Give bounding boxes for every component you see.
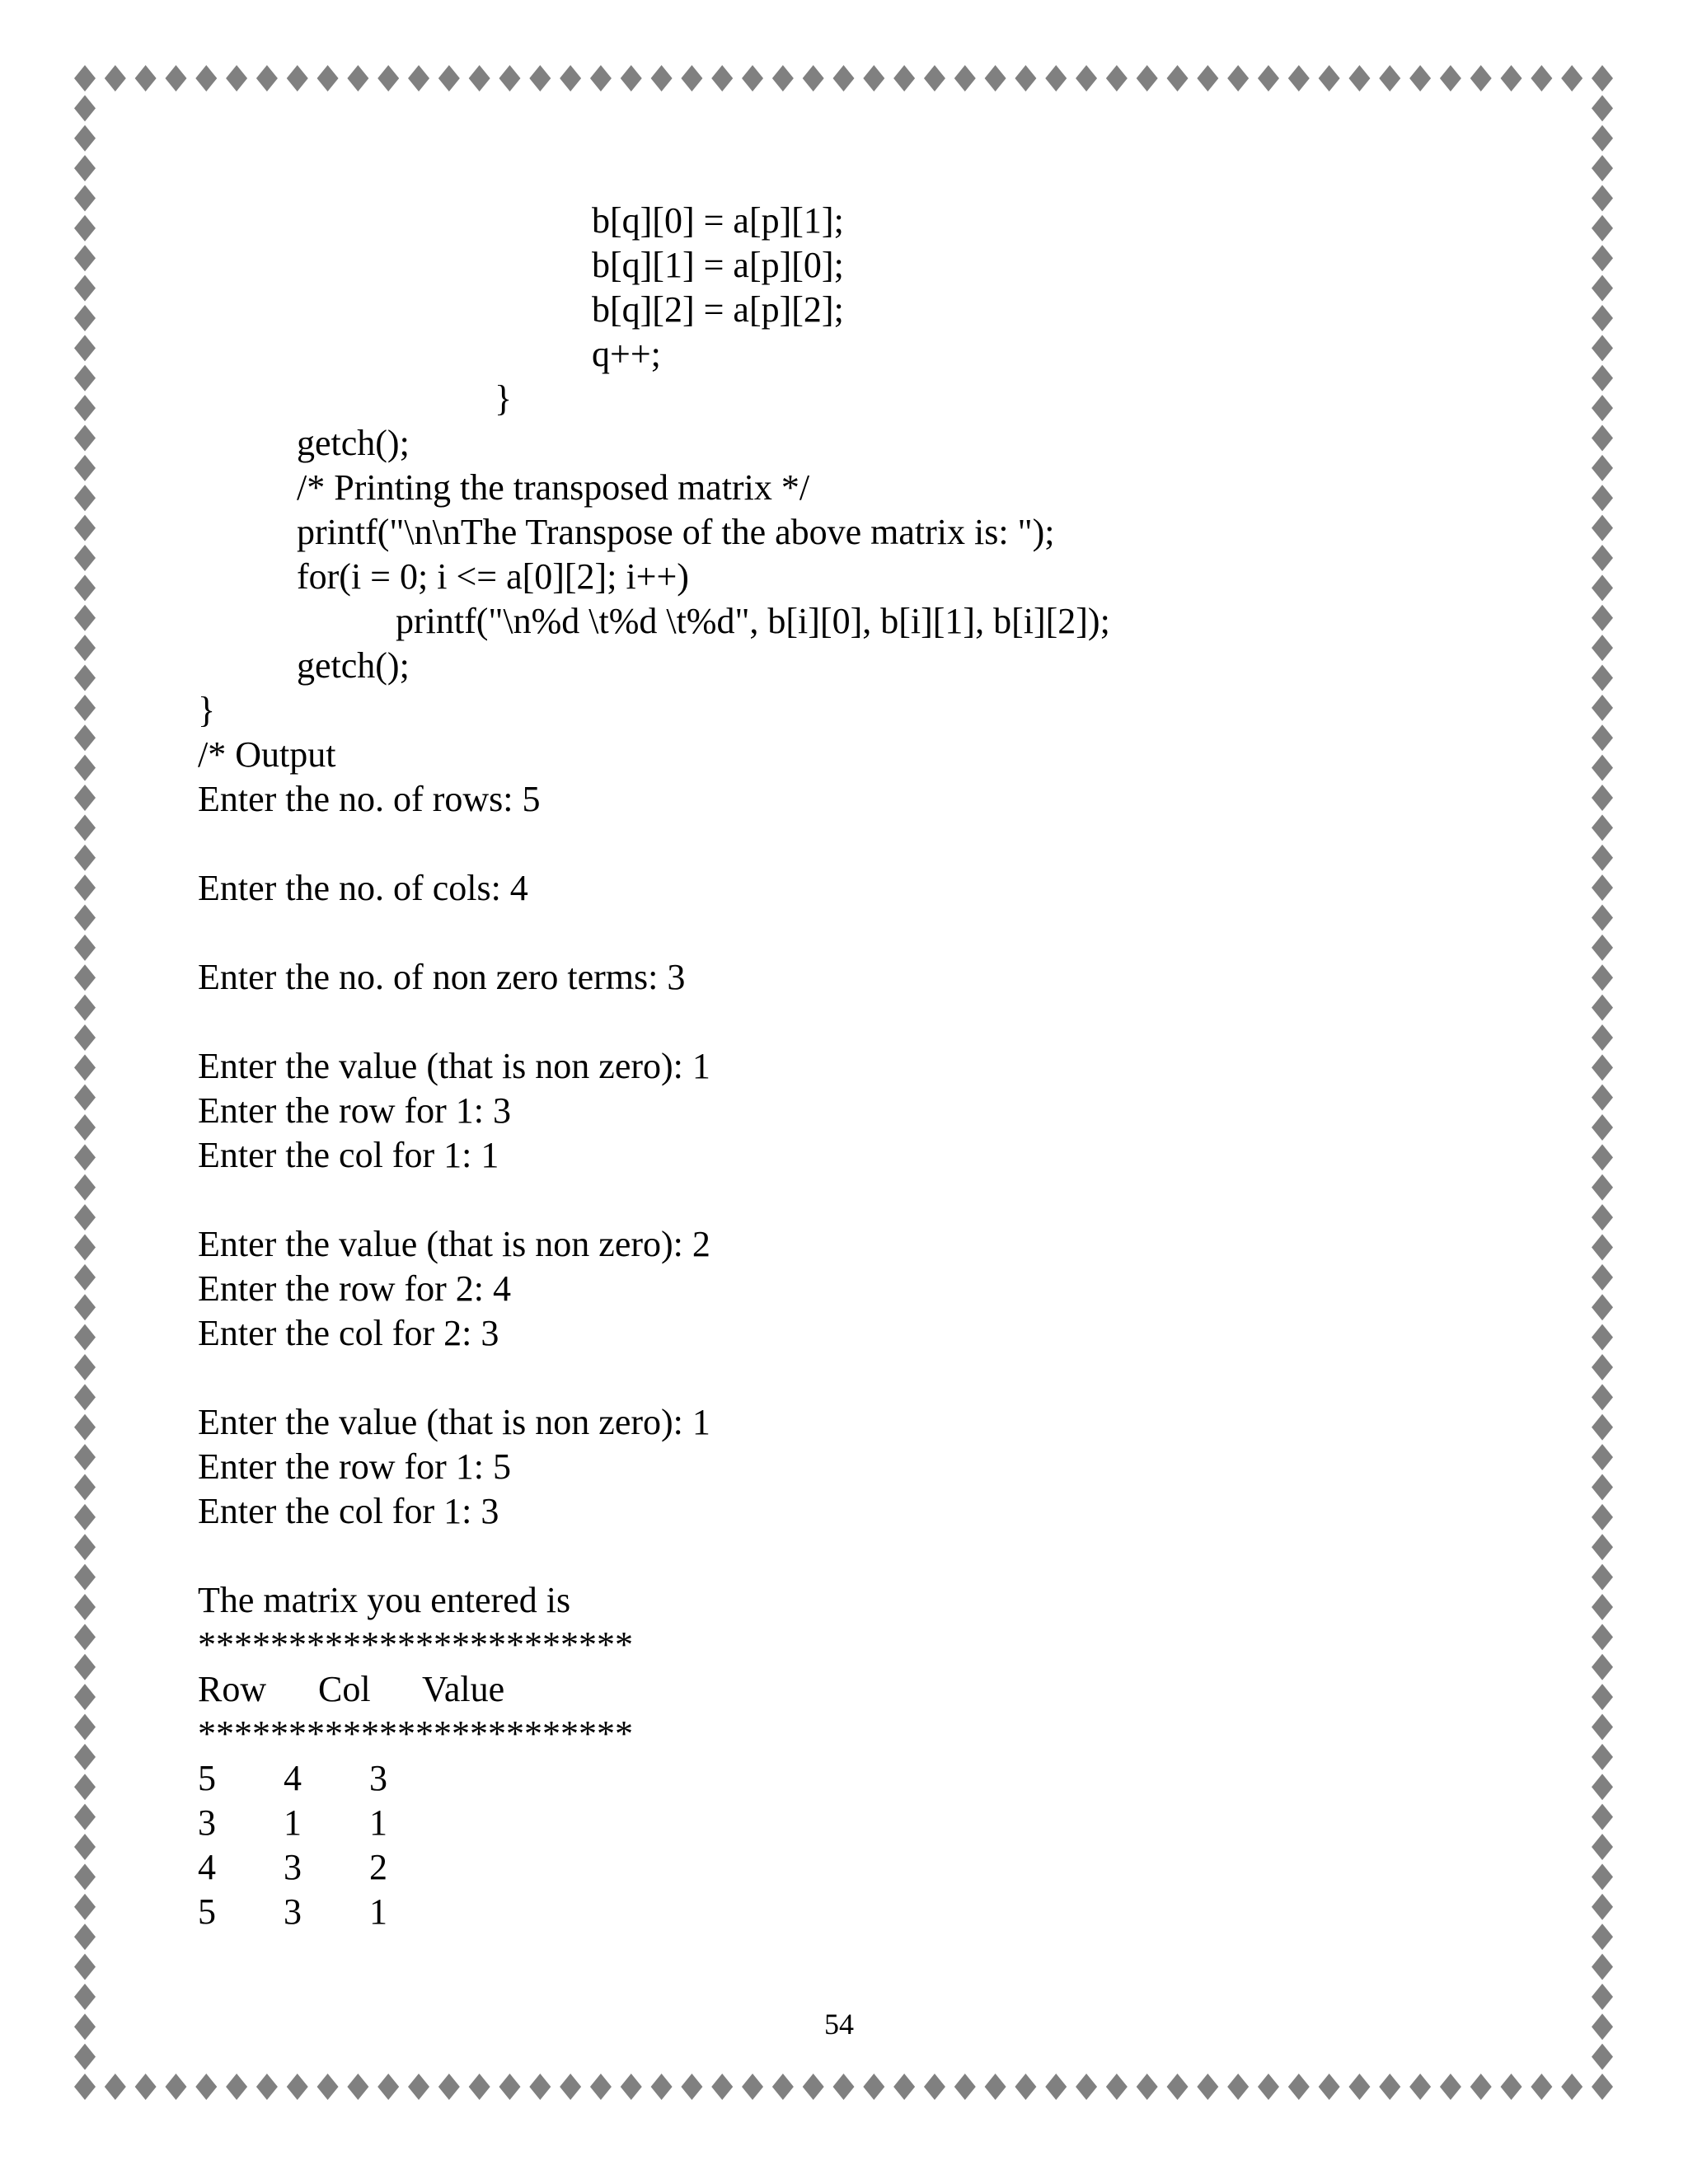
border-diamond bbox=[74, 275, 96, 302]
matrix-cell: 1 bbox=[369, 1802, 387, 1843]
border-diamond bbox=[74, 1294, 96, 1320]
border-diamond bbox=[1409, 65, 1431, 91]
output-line: Enter the no. of cols: 4 bbox=[198, 868, 528, 908]
border-diamond bbox=[74, 1144, 96, 1170]
border-diamond bbox=[1592, 1924, 1613, 1950]
border-diamond bbox=[1592, 1774, 1613, 1800]
border-diamond bbox=[893, 65, 915, 91]
border-diamond bbox=[74, 1624, 96, 1650]
border-diamond bbox=[74, 2013, 96, 2040]
border-diamond bbox=[1592, 2074, 1613, 2100]
border-diamond bbox=[469, 65, 490, 91]
border-diamond bbox=[1592, 335, 1613, 361]
border-diamond bbox=[195, 2074, 217, 2100]
border-diamond bbox=[74, 1354, 96, 1380]
border-diamond bbox=[1592, 1085, 1613, 1111]
code-line: b[q][2] = a[p][2]; bbox=[592, 289, 844, 330]
output-line: Enter the col for 1: 3 bbox=[198, 1491, 499, 1531]
matrix-cell: 3 bbox=[198, 1802, 216, 1843]
border-diamond bbox=[742, 65, 763, 91]
border-diamond bbox=[74, 1594, 96, 1620]
matrix-cell: 3 bbox=[284, 1847, 302, 1887]
border-diamond bbox=[74, 845, 96, 871]
border-diamond bbox=[1592, 1504, 1613, 1530]
border-diamond bbox=[74, 2044, 96, 2070]
border-diamond bbox=[1592, 635, 1613, 661]
border-diamond bbox=[985, 65, 1006, 91]
border-diamond bbox=[954, 65, 976, 91]
matrix-cell: 1 bbox=[369, 1891, 387, 1932]
output-line: Enter the no. of rows: 5 bbox=[198, 779, 541, 819]
border-diamond bbox=[1592, 1744, 1613, 1770]
border-diamond bbox=[74, 545, 96, 571]
border-diamond bbox=[1592, 515, 1613, 541]
matrix-cell: 3 bbox=[284, 1891, 302, 1932]
border-diamond bbox=[1227, 65, 1249, 91]
matrix-cell: 5 bbox=[198, 1891, 216, 1932]
border-diamond bbox=[621, 65, 642, 91]
border-diamond bbox=[1258, 65, 1279, 91]
border-diamond bbox=[1015, 2074, 1036, 2100]
border-diamond bbox=[74, 1324, 96, 1351]
border-diamond bbox=[74, 605, 96, 631]
border-diamond bbox=[1288, 2074, 1310, 2100]
border-diamond bbox=[74, 1534, 96, 1560]
border-diamond bbox=[863, 65, 884, 91]
output-line: Enter the col for 1: 1 bbox=[198, 1135, 499, 1175]
code-closing-brace: } bbox=[198, 690, 216, 730]
border-diamond bbox=[1076, 2074, 1097, 2100]
border-diamond bbox=[1592, 125, 1613, 152]
border-diamond bbox=[833, 2074, 855, 2100]
border-diamond bbox=[1440, 2074, 1461, 2100]
border-diamond bbox=[1531, 2074, 1552, 2100]
border-diamond bbox=[1501, 65, 1522, 91]
border-diamond bbox=[347, 65, 368, 91]
border-diamond bbox=[954, 2074, 976, 2100]
border-diamond bbox=[803, 65, 824, 91]
border-diamond bbox=[1258, 2074, 1279, 2100]
border-diamond bbox=[74, 1744, 96, 1770]
border-diamond bbox=[74, 995, 96, 1021]
border-diamond bbox=[1379, 2074, 1400, 2100]
border-diamond bbox=[74, 245, 96, 271]
border-diamond bbox=[1379, 65, 1400, 91]
border-diamond bbox=[74, 1984, 96, 2010]
border-diamond bbox=[1592, 845, 1613, 871]
matrix-cell: 4 bbox=[198, 1847, 216, 1887]
border-diamond bbox=[74, 1924, 96, 1950]
border-diamond bbox=[711, 2074, 733, 2100]
matrix-header-col: Col bbox=[318, 1669, 371, 1709]
border-diamond bbox=[681, 65, 702, 91]
border-diamond bbox=[74, 755, 96, 781]
border-diamond bbox=[256, 65, 278, 91]
border-diamond bbox=[408, 65, 429, 91]
output-line: Enter the value (that is non zero): 2 bbox=[198, 1224, 710, 1264]
code-line: for(i = 0; i <= a[0][2]; i++) bbox=[297, 556, 689, 597]
border-diamond bbox=[74, 125, 96, 152]
border-diamond bbox=[377, 2074, 399, 2100]
border-diamond bbox=[195, 65, 217, 91]
output-comment-start: /* Output bbox=[198, 734, 336, 775]
border-diamond bbox=[1592, 95, 1613, 121]
border-diamond bbox=[287, 2074, 308, 2100]
border-diamond bbox=[74, 1834, 96, 1860]
code-line: getch(); bbox=[297, 645, 410, 686]
border-diamond bbox=[1592, 1984, 1613, 2010]
border-diamond bbox=[74, 1054, 96, 1080]
border-diamond bbox=[74, 724, 96, 751]
border-diamond bbox=[1592, 65, 1613, 91]
border-diamond bbox=[651, 2074, 673, 2100]
border-diamond bbox=[74, 1024, 96, 1051]
output-line: Enter the value (that is non zero): 1 bbox=[198, 1046, 710, 1086]
border-diamond bbox=[74, 305, 96, 331]
border-diamond bbox=[1592, 1714, 1613, 1741]
border-diamond bbox=[1045, 2074, 1067, 2100]
border-diamond bbox=[772, 65, 794, 91]
border-diamond bbox=[1561, 65, 1582, 91]
border-diamond bbox=[1592, 785, 1613, 811]
border-diamond bbox=[347, 2074, 368, 2100]
border-diamond bbox=[1592, 695, 1613, 721]
border-diamond bbox=[1592, 904, 1613, 930]
border-diamond bbox=[1288, 65, 1310, 91]
matrix-cell: 2 bbox=[369, 1847, 387, 1887]
border-diamond bbox=[590, 65, 612, 91]
border-diamond bbox=[74, 155, 96, 181]
border-diamond bbox=[74, 365, 96, 391]
matrix-cell: 4 bbox=[284, 1758, 302, 1798]
matrix-header-value: Value bbox=[422, 1669, 505, 1709]
border-diamond bbox=[1592, 1954, 1613, 1980]
border-diamond bbox=[1592, 1024, 1613, 1051]
border-diamond bbox=[74, 635, 96, 661]
border-diamond bbox=[256, 2074, 278, 2100]
border-diamond bbox=[1592, 245, 1613, 271]
border-diamond bbox=[924, 2074, 945, 2100]
border-diamond bbox=[560, 2074, 581, 2100]
border-diamond bbox=[74, 215, 96, 241]
border-diamond bbox=[74, 1264, 96, 1291]
border-diamond bbox=[1592, 995, 1613, 1021]
border-diamond bbox=[74, 1235, 96, 1261]
border-diamond bbox=[1592, 1594, 1613, 1620]
border-diamond bbox=[1501, 2074, 1522, 2100]
border-diamond bbox=[1592, 1863, 1613, 1890]
code-line: getch(); bbox=[297, 423, 410, 463]
output-line: Enter the col for 2: 3 bbox=[198, 1313, 499, 1353]
border-diamond bbox=[105, 65, 126, 91]
border-diamond bbox=[74, 1654, 96, 1680]
border-diamond bbox=[1592, 1834, 1613, 1860]
border-diamond bbox=[1592, 1534, 1613, 1560]
border-diamond bbox=[317, 65, 339, 91]
border-diamond bbox=[1592, 1624, 1613, 1650]
border-diamond bbox=[74, 335, 96, 361]
border-diamond bbox=[74, 395, 96, 421]
border-diamond bbox=[74, 904, 96, 930]
border-diamond bbox=[529, 65, 551, 91]
border-diamond bbox=[1319, 2074, 1340, 2100]
border-diamond bbox=[772, 2074, 794, 2100]
border-diamond bbox=[1592, 1894, 1613, 1920]
code-line: b[q][0] = a[p][1]; bbox=[592, 200, 844, 241]
border-diamond bbox=[1197, 2074, 1218, 2100]
border-diamond bbox=[317, 2074, 339, 2100]
border-diamond bbox=[74, 1774, 96, 1800]
border-diamond bbox=[74, 65, 96, 91]
border-diamond bbox=[1440, 65, 1461, 91]
border-diamond bbox=[1592, 424, 1613, 451]
border-diamond bbox=[1592, 1264, 1613, 1291]
border-diamond bbox=[165, 65, 186, 91]
border-diamond bbox=[74, 1894, 96, 1920]
asterisk-divider: ************************ bbox=[198, 1624, 633, 1665]
border-diamond bbox=[226, 65, 247, 91]
border-diamond bbox=[1348, 2074, 1370, 2100]
border-diamond bbox=[1592, 545, 1613, 571]
border-diamond bbox=[408, 2074, 429, 2100]
border-diamond bbox=[74, 515, 96, 541]
border-diamond bbox=[1167, 2074, 1189, 2100]
border-diamond bbox=[560, 65, 581, 91]
border-diamond bbox=[1592, 1384, 1613, 1410]
page-number: 54 bbox=[824, 2008, 854, 2041]
border-diamond bbox=[1592, 574, 1613, 601]
border-diamond bbox=[438, 65, 460, 91]
border-diamond bbox=[1592, 215, 1613, 241]
matrix-header-row: Row bbox=[198, 1669, 267, 1709]
border-diamond bbox=[1592, 305, 1613, 331]
border-diamond bbox=[74, 455, 96, 481]
border-diamond bbox=[1592, 155, 1613, 181]
border-diamond bbox=[74, 1804, 96, 1830]
border-diamond bbox=[1592, 874, 1613, 901]
border-diamond bbox=[74, 1504, 96, 1530]
border-diamond bbox=[1592, 755, 1613, 781]
border-diamond bbox=[74, 1474, 96, 1501]
border-diamond bbox=[1592, 2013, 1613, 2040]
border-diamond bbox=[985, 2074, 1006, 2100]
border-diamond bbox=[1592, 1054, 1613, 1080]
code-line: b[q][1] = a[p][0]; bbox=[592, 245, 844, 285]
border-diamond bbox=[74, 185, 96, 211]
code-line: printf("\n%d \t%d \t%d", b[i][0], b[i][1], b[i][2]); bbox=[396, 601, 1110, 641]
border-diamond bbox=[863, 2074, 884, 2100]
border-diamond bbox=[1592, 1474, 1613, 1501]
border-diamond bbox=[1592, 1444, 1613, 1470]
border-diamond bbox=[1592, 395, 1613, 421]
border-diamond bbox=[1592, 1144, 1613, 1170]
border-diamond bbox=[74, 1863, 96, 1890]
border-diamond bbox=[74, 1444, 96, 1470]
border-diamond bbox=[742, 2074, 763, 2100]
border-diamond bbox=[1592, 664, 1613, 691]
border-diamond bbox=[74, 785, 96, 811]
border-diamond bbox=[499, 65, 520, 91]
border-diamond bbox=[1592, 1324, 1613, 1351]
border-diamond bbox=[1592, 1174, 1613, 1201]
matrix-cell: 5 bbox=[198, 1758, 216, 1798]
border-diamond bbox=[681, 2074, 702, 2100]
border-diamond bbox=[74, 95, 96, 121]
border-diamond bbox=[74, 2074, 96, 2100]
border-diamond bbox=[924, 65, 945, 91]
border-diamond bbox=[1409, 2074, 1431, 2100]
border-diamond bbox=[74, 1714, 96, 1741]
border-diamond bbox=[74, 1564, 96, 1591]
output-line: Enter the row for 1: 5 bbox=[198, 1446, 511, 1487]
border-diamond bbox=[1592, 1414, 1613, 1441]
border-diamond bbox=[1076, 65, 1097, 91]
border-diamond bbox=[226, 2074, 247, 2100]
border-diamond bbox=[1592, 1564, 1613, 1591]
border-diamond bbox=[1348, 65, 1370, 91]
border-diamond bbox=[1592, 1204, 1613, 1230]
border-diamond bbox=[74, 485, 96, 511]
border-diamond bbox=[74, 1174, 96, 1201]
border-diamond bbox=[74, 574, 96, 601]
border-diamond bbox=[1592, 1654, 1613, 1680]
border-diamond bbox=[1015, 65, 1036, 91]
border-diamond bbox=[1592, 605, 1613, 631]
border-diamond bbox=[1137, 2074, 1158, 2100]
border-diamond bbox=[135, 65, 157, 91]
output-line: Enter the value (that is non zero): 1 bbox=[198, 1402, 710, 1442]
output-line: Enter the no. of non zero terms: 3 bbox=[198, 957, 686, 997]
border-diamond bbox=[1592, 455, 1613, 481]
border-diamond bbox=[74, 424, 96, 451]
border-diamond bbox=[377, 65, 399, 91]
border-diamond bbox=[621, 2074, 642, 2100]
border-diamond bbox=[74, 1414, 96, 1441]
border-diamond bbox=[1470, 65, 1492, 91]
border-diamond bbox=[74, 1085, 96, 1111]
border-diamond bbox=[893, 2074, 915, 2100]
border-diamond bbox=[74, 664, 96, 691]
border-diamond bbox=[1106, 2074, 1128, 2100]
border-diamond bbox=[1592, 935, 1613, 961]
matrix-cell: 3 bbox=[369, 1758, 387, 1798]
border-diamond bbox=[105, 2074, 126, 2100]
border-diamond bbox=[74, 1954, 96, 1980]
border-diamond bbox=[1167, 65, 1189, 91]
border-diamond bbox=[1592, 814, 1613, 841]
border-diamond bbox=[1592, 964, 1613, 991]
code-line: q++; bbox=[592, 334, 661, 374]
border-diamond bbox=[135, 2074, 157, 2100]
border-diamond bbox=[1592, 1235, 1613, 1261]
border-diamond bbox=[469, 2074, 490, 2100]
border-diamond bbox=[1319, 65, 1340, 91]
border-diamond bbox=[74, 1204, 96, 1230]
border-diamond bbox=[74, 874, 96, 901]
border-diamond bbox=[711, 65, 733, 91]
border-diamond bbox=[1592, 1804, 1613, 1830]
border-diamond bbox=[1592, 1354, 1613, 1380]
code-line: printf("\n\nThe Transpose of the above matrix is: "); bbox=[297, 512, 1055, 552]
border-diamond bbox=[651, 65, 673, 91]
border-diamond bbox=[74, 964, 96, 991]
border-diamond bbox=[1197, 65, 1218, 91]
border-diamond bbox=[1470, 2074, 1492, 2100]
border-diamond bbox=[833, 65, 855, 91]
output-line: Enter the row for 2: 4 bbox=[198, 1268, 511, 1309]
matrix-cell: 1 bbox=[284, 1802, 302, 1843]
border-diamond bbox=[1592, 724, 1613, 751]
border-diamond bbox=[74, 695, 96, 721]
border-diamond bbox=[74, 935, 96, 961]
code-comment: /* Printing the transposed matrix */ bbox=[297, 467, 810, 508]
border-diamond bbox=[1137, 65, 1158, 91]
code-closing-brace: } bbox=[495, 378, 513, 419]
border-diamond bbox=[1592, 1684, 1613, 1710]
border-diamond bbox=[438, 2074, 460, 2100]
border-diamond bbox=[1106, 65, 1128, 91]
border-diamond bbox=[287, 65, 308, 91]
border-diamond bbox=[1561, 2074, 1582, 2100]
border-diamond bbox=[1227, 2074, 1249, 2100]
border-diamond bbox=[1045, 65, 1067, 91]
border-diamond bbox=[1531, 65, 1552, 91]
border-diamond bbox=[590, 2074, 612, 2100]
border-diamond bbox=[529, 2074, 551, 2100]
border-diamond bbox=[1592, 485, 1613, 511]
border-diamond bbox=[499, 2074, 520, 2100]
border-diamond bbox=[1592, 1114, 1613, 1141]
border-diamond bbox=[1592, 185, 1613, 211]
border-diamond bbox=[1592, 2044, 1613, 2070]
border-diamond bbox=[165, 2074, 186, 2100]
border-diamond bbox=[1592, 275, 1613, 302]
border-diamond bbox=[1592, 1294, 1613, 1320]
asterisk-divider: ************************ bbox=[198, 1713, 633, 1754]
border-diamond bbox=[1592, 365, 1613, 391]
output-line: Enter the row for 1: 3 bbox=[198, 1090, 511, 1131]
border-diamond bbox=[803, 2074, 824, 2100]
output-line: The matrix you entered is bbox=[198, 1580, 571, 1620]
border-diamond bbox=[74, 1384, 96, 1410]
border-diamond bbox=[74, 814, 96, 841]
border-diamond bbox=[74, 1114, 96, 1141]
border-diamond bbox=[74, 1684, 96, 1710]
